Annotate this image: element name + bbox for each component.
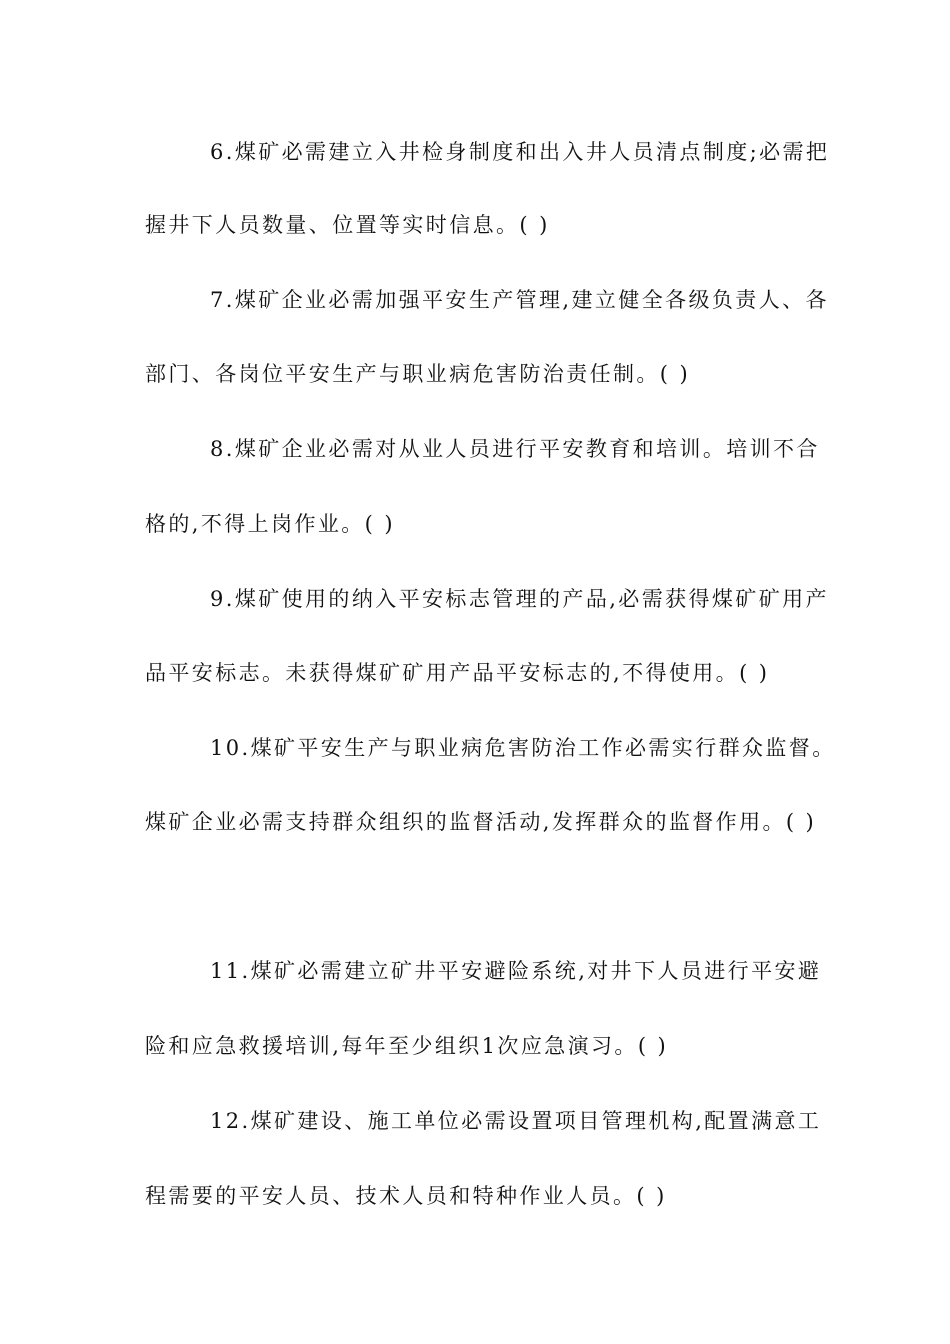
question-8-line-2: 格的,不得上岗作业。( ): [145, 512, 395, 536]
question-11-line-2: 险和应急救援培训,每年至少组织1次应急演习。( ): [145, 1034, 669, 1058]
question-7-line-2: 部门、各岗位平安生产与职业病危害防治责任制。( ): [145, 362, 691, 386]
question-9-line-2: 品平安标志。未获得煤矿矿用产品平安标志的,不得使用。( ): [145, 661, 770, 685]
question-10-line-2: 煤矿企业必需支持群众组织的监督活动,发挥群众的监督作用。( ): [145, 810, 817, 834]
question-6-line-2: 握井下人员数量、位置等实时信息。( ): [145, 213, 550, 237]
question-8-line-1: 8.煤矿企业必需对从业人员进行平安教育和培训。培训不合: [210, 437, 820, 461]
question-6-line-1: 6.煤矿必需建立入井检身制度和出入井人员清点制度;必需把: [210, 140, 830, 164]
question-12-line-2: 程需要的平安人员、技术人员和特种作业人员。( ): [145, 1184, 667, 1208]
question-9-line-1: 9.煤矿使用的纳入平安标志管理的产品,必需获得煤矿矿用产: [210, 587, 829, 611]
question-7-line-1: 7.煤矿企业必需加强平安生产管理,建立健全各级负责人、各: [210, 288, 829, 312]
question-10-line-1: 10.煤矿平安生产与职业病危害防治工作必需实行群众监督。: [210, 736, 836, 760]
question-11-line-1: 11.煤矿必需建立矿井平安避险系统,对井下人员进行平安避: [210, 959, 822, 983]
question-12-line-1: 12.煤矿建设、施工单位必需设置项目管理机构,配置满意工: [210, 1109, 822, 1133]
